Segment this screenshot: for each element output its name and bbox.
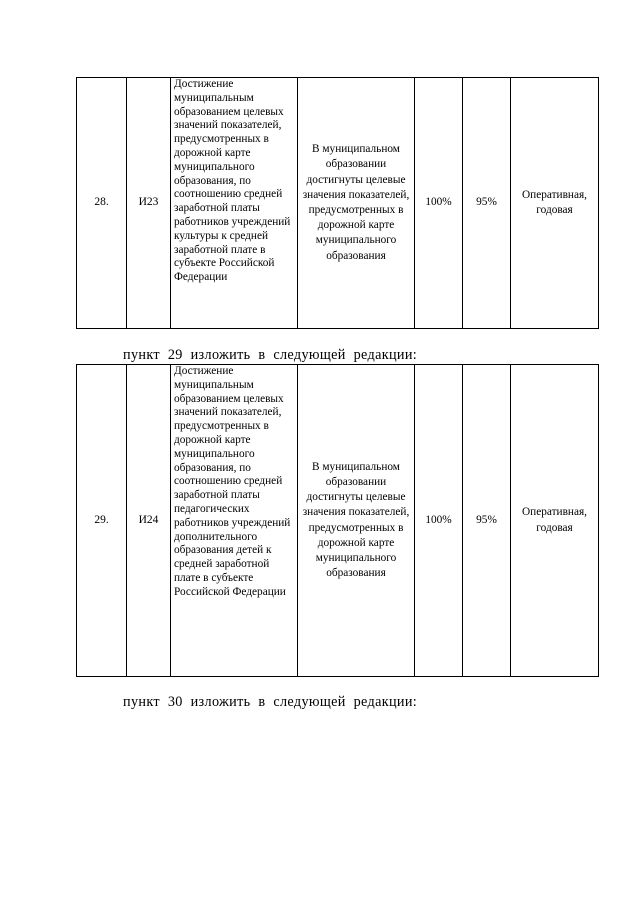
monitoring-frequency: Оперативная, годовая — [511, 365, 599, 677]
row-number: 29. — [77, 365, 127, 677]
indicator-result: В муниципальном образовании достигнуты целевые значения показателей, предусмотренных в дорожной карте муниципального образования — [298, 78, 415, 329]
threshold-value: 95% — [463, 78, 511, 329]
indicator-code: И24 — [127, 365, 171, 677]
indicator-result: В муниципальном образовании достигнуты целевые значения показателей, предусмотренных в дорожной карте муниципального образования — [298, 365, 415, 677]
paragraph-item-30-intro: пункт 30 изложить в следующей редакции: — [123, 694, 418, 710]
table-item-28 — [76, 77, 599, 329]
table-row — [77, 365, 599, 677]
monitoring-frequency: Оперативная, годовая — [511, 78, 599, 329]
table-item-29 — [76, 364, 599, 677]
indicator-code: И23 — [127, 78, 171, 329]
indicator-description: Достижение муниципальным образованием целевых значений показателей, предусмотренных в дорожной карте муниципального образования, по соотношению средней заработной платы работников учреждений культуры к средней заработной плате в субъекте Российской Федерации — [171, 78, 298, 329]
target-value: 100% — [415, 78, 463, 329]
target-value: 100% — [415, 365, 463, 677]
indicator-description: Достижение муниципальным образованием целевых значений показателей, предусмотренных в дорожной карте муниципального образования, по соотношению средней заработной платы педагогических работников учреждений дополнительного образования детей к средней заработной плате в субъекте Российской Федерации — [171, 365, 298, 677]
threshold-value: 95% — [463, 365, 511, 677]
paragraph-item-29-intro: пункт 29 изложить в следующей редакции: — [123, 347, 418, 363]
row-number: 28. — [77, 78, 127, 329]
table-row — [77, 78, 599, 329]
